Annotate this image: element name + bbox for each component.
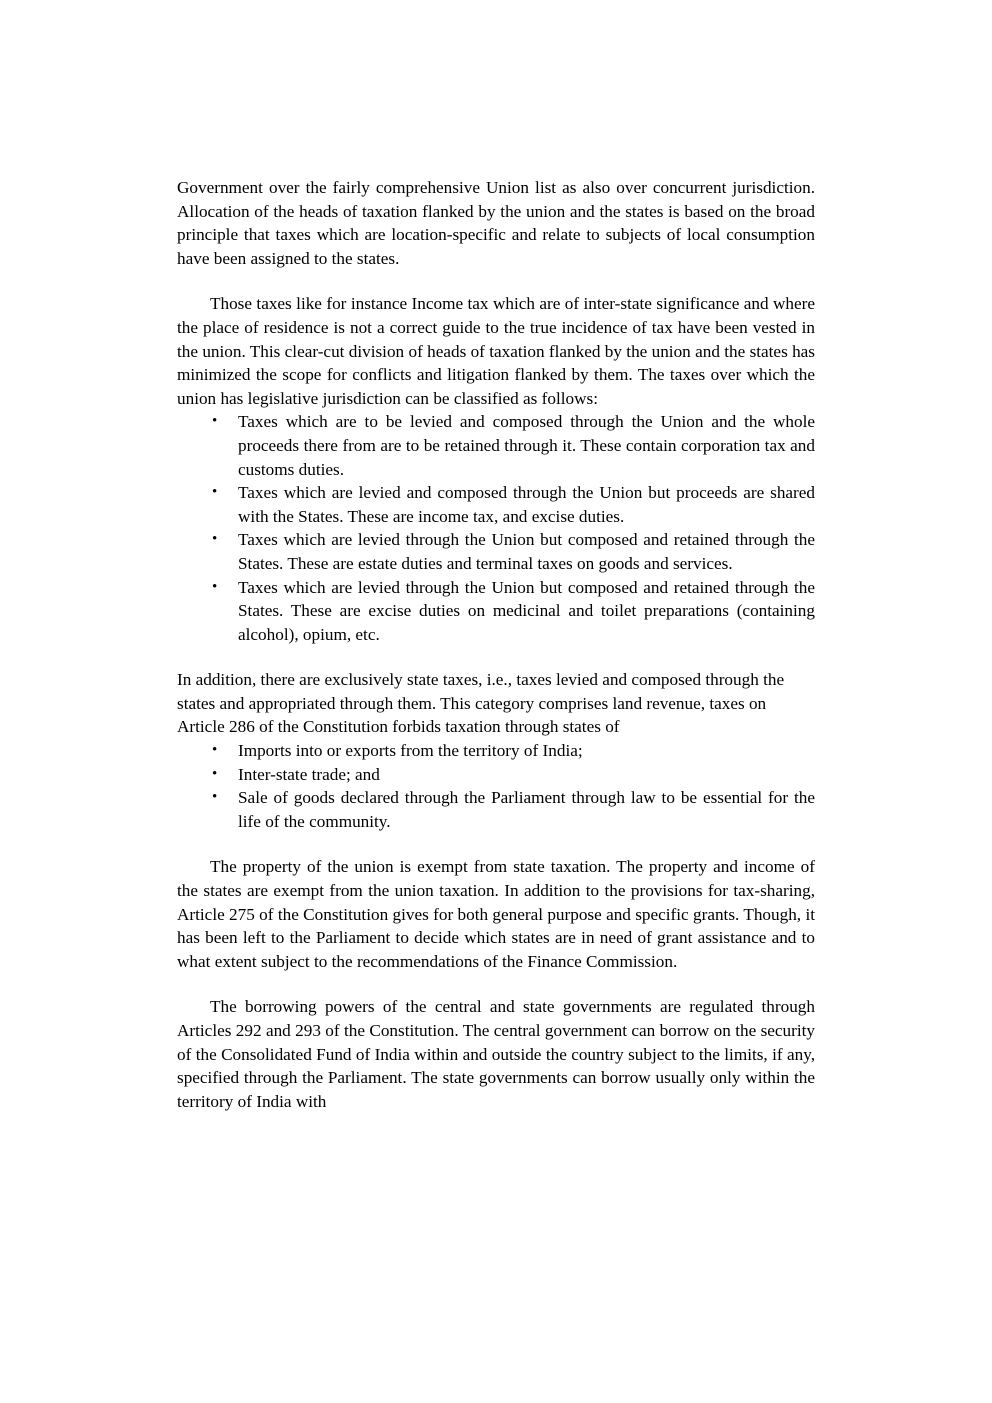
list-item [177,481,815,528]
bullet-icon: • [212,789,218,806]
paragraph-union-list: Government over the fairly comprehensive Union list as also over concurrent jurisdiction. Allocation of the heads of taxation flanked by the union and the states is based on the broad principle that taxes which are location-specific and relate to subjects of local consumption have been assigned to the states. [177,178,815,268]
list-item [177,576,815,647]
list-item-label: Taxes which are levied through the Union but composed and retained through the States. These are estate duties and terminal taxes on goods and services. [238,530,815,573]
bullet-icon: • [212,742,218,759]
paragraph-inter-state-taxes: Those taxes like for instance Income tax which are of inter-state significance and where the place of residence is not a correct guide to the true incidence of tax have been vested in the union. This clear-cut division of heads of taxation flanked by the union and the states has minimized the scope for conflicts and litigation flanked by them. The taxes over which the union has legislative jurisdiction can be classified as follows: [177,294,815,408]
list-item-label: Taxes which are levied and composed through the Union but proceeds are shared with the States. These are income tax, and excise duties. [238,483,815,526]
list-item [177,528,815,575]
list-item-label: Taxes which are levied through the Union but composed and retained through the States. These are excise duties on medicinal and toilet preparations (containing alcohol), opium, etc. [238,577,815,644]
bullet-icon: • [212,578,218,595]
bullet-icon: • [212,484,218,501]
list-item [177,410,815,481]
list-item [177,786,815,833]
document-text-block [177,176,815,1113]
list-item [177,763,815,787]
list-item [177,739,815,763]
state-tax-exclusions-list [177,739,815,833]
bullet-icon: • [212,531,218,548]
paragraph-union-property-exemption: The property of the union is exempt from state taxation. The property and income of the states are exempt from the union taxation. In addition to the provisions for tax-sharing, Article 275 of the Constitution gives for both general purpose and specific grants. Though, it has been left to the Parliament to decide which states are in need of grant assistance and to what extent subject to the recommendations of the Finance Commission. [177,857,815,971]
bullet-icon: • [212,765,218,782]
list-item-label: Sale of goods declared through the Parliament through law to be essential for the life of the community. [238,788,815,831]
list-item-label: Inter-state trade; and [238,764,380,784]
paragraph-state-taxes: In addition, there are exclusively state taxes, i.e., taxes levied and composed through the states and appropriated through them. This category comprises land revenue, taxes on Article 286 of the Constitution forbids taxation through states of [177,670,785,737]
list-item-label: Imports into or exports from the territory of India; [238,741,583,761]
union-tax-classification-list [177,410,815,646]
paragraph-borrowing-powers: The borrowing powers of the central and state governments are regulated through Articles 292 and 293 of the Constitution. The central government can borrow on the security of the Consolidated Fund of India within and outside the country subject to the limits, if any, specified through the Parliament. The state governments can borrow usually only within the territory of India with [177,997,815,1111]
bullet-icon: • [212,413,218,430]
list-item-label: Taxes which are to be levied and composed through the Union and the whole proceeds there from are to be retained through it. These contain corporation tax and customs duties. [238,412,815,479]
